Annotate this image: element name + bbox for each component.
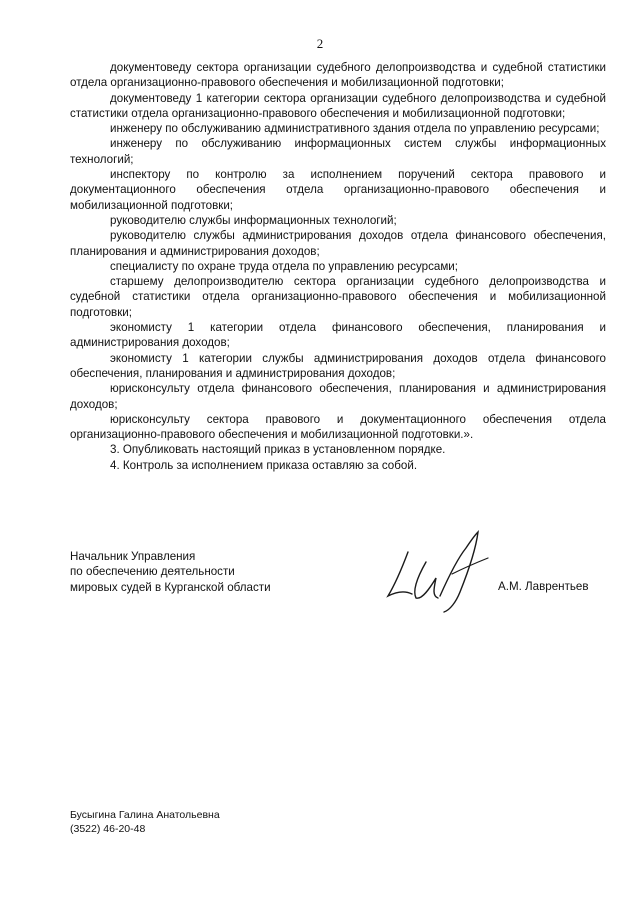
paragraph-10: экономисту 1 категории отдела финансового обеспечения, планирования и администрирования доходов; xyxy=(70,321,606,350)
paragraph-13: юрисконсульту сектора правового и документационного обеспечения отдела организационно-правового обеспечения и мобилизационной подготовки.». xyxy=(70,412,606,442)
signature-stroke-3 xyxy=(440,532,478,612)
paragraph-2: документоведу 1 категории сектора организации судебного делопроизводства и судебной статистики отдела организационно-правового обеспечения и мобилизационной подготовки; xyxy=(70,91,606,120)
paragraph-1: документоведу сектора организации судебного делопроизводства и судебной статистики отдела организационно-правового обеспечения и мобилизационной подготовки; xyxy=(70,61,606,90)
signature-stroke-2 xyxy=(415,562,438,598)
paragraph-8: специалисту по охране труда отдела по управлению ресурсами; xyxy=(110,259,459,273)
paragraph-15: 4. Контроль за исполнением приказа оставляю за собой. xyxy=(110,458,418,472)
executor-info xyxy=(70,808,220,836)
signatory-title xyxy=(70,549,271,595)
executor-phone: (3522) 46-20-48 xyxy=(70,823,146,835)
signatory-name: А.М. Лаврентьев xyxy=(498,580,589,593)
executor-name: Бусыгина Галина Анатольевна xyxy=(70,809,220,821)
paragraph-9: старшему делопроизводителю сектора организации судебного делопроизводства и судебной статистики отдела организационно-правового обеспечения и мобилизационной подготовки; xyxy=(70,275,606,319)
signatory-line-1: Начальник Управления xyxy=(70,550,196,563)
paragraph-5: инспектору по контролю за исполнением поручений сектора правового и документационного обеспечения отдела организационно-правового обеспечения и мобилизационной подготовки; xyxy=(70,168,606,212)
signatory-line-3: мировых судей в Курганской области xyxy=(70,580,271,594)
signature-stroke-1 xyxy=(388,552,412,596)
paragraph-3: инженеру по обслуживанию административного здания отдела по управлению ресурсами; xyxy=(110,122,600,136)
paragraph-4: инженеру по обслуживанию информационных систем службы информационных технологий; xyxy=(70,137,606,166)
signatory-line-2: по обеспечению деятельности xyxy=(70,565,235,579)
paragraph-12: юрисконсульту отдела финансового обеспечения, планирования и администрирования доходов; xyxy=(70,382,606,411)
paragraph-14: 3. Опубликовать настоящий приказ в установленном порядке. xyxy=(110,443,446,457)
paragraph-7: руководителю службы администрирования доходов отдела финансового обеспечения, планирования и администрирования доходов; xyxy=(70,229,606,258)
handwritten-signature xyxy=(382,518,492,614)
paragraph-6: руководителю службы информационных технологий; xyxy=(110,213,397,227)
page-number: 2 xyxy=(316,36,324,51)
paragraph-11: экономисту 1 категории службы администрирования доходов отдела финансового обеспечения, планирования и администрирования доходов; xyxy=(70,351,606,380)
order-body-text xyxy=(70,60,606,473)
